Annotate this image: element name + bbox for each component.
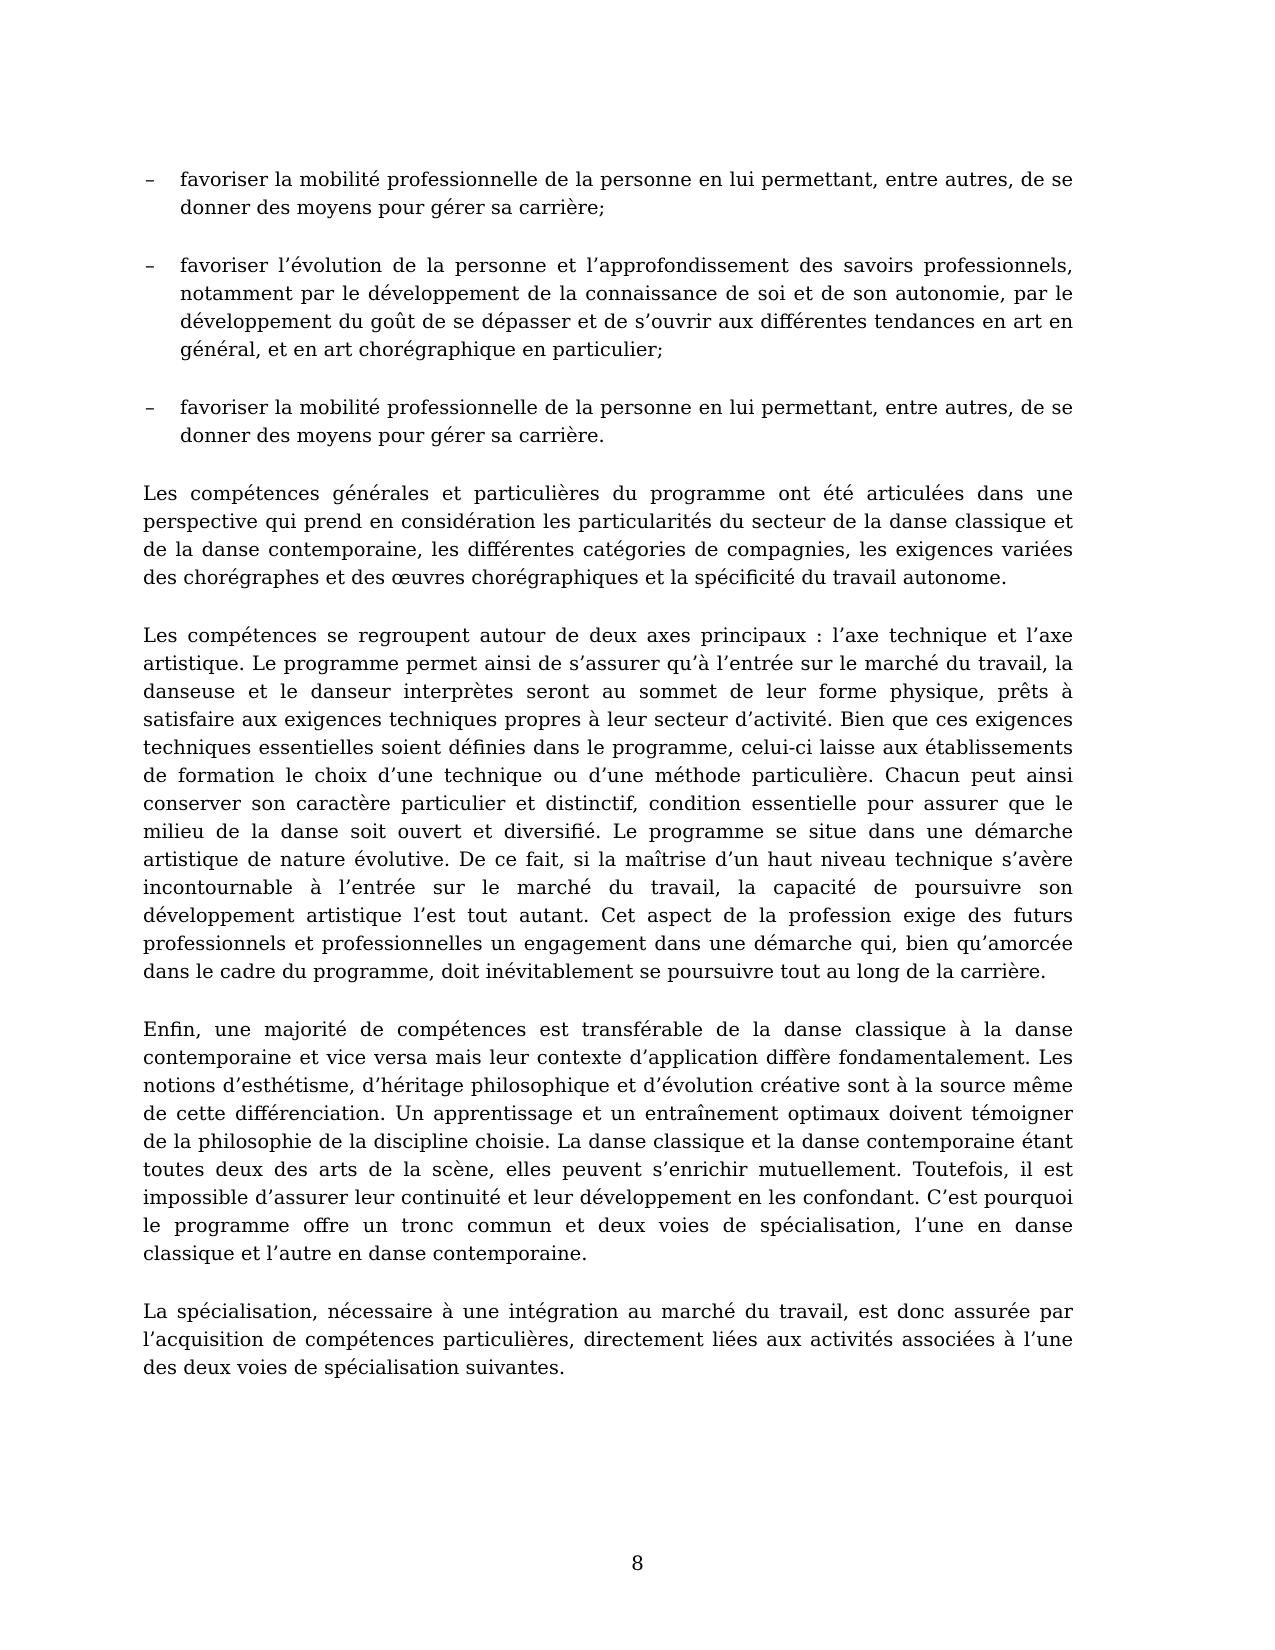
page-content — [143, 166, 1073, 1412]
dash-bullet-marker: – — [145, 254, 155, 277]
bullet-item — [143, 166, 1073, 222]
bullet-item — [143, 394, 1073, 450]
bullet-text: favoriser la mobilité professionnelle de la personne en lui permettant, entre autres, de se donner des moyens pour gérer sa carrière. — [180, 396, 1073, 447]
bullet-item — [143, 252, 1073, 364]
bullet-text: favoriser l’évolution de la personne et l’approfondissement des savoirs professionnels, notamment par le développement de la connaissance de soi et de son autonomie, par le développement du goût de se dépasser et de s’ouvrir aux différentes tendances en art en général, et en art chorégraphique en particulier; — [180, 254, 1073, 361]
bullet-text: favoriser la mobilité professionnelle de la personne en lui permettant, entre autres, de se donner des moyens pour gérer sa carrière; — [180, 168, 1073, 219]
paragraph: Les compétences se regroupent autour de deux axes principaux : l’axe technique et l’axe artistique. Le programme permet ainsi de s’assurer qu’à l’entrée sur le marché du travail, la danseuse et le danseur interprètes seront au sommet de leur forme physique, prêts à satisfaire aux exigences techniques propres à leur secteur d’activité. Bien que ces exigences techniques essentielles soient définies dans le programme, celui-ci laisse aux établissements de formation le choix d’une technique ou d’une méthode particulière. Chacun peut ainsi conserver son caractère particulier et distinctif, condition essentielle pour assurer que le milieu de la danse soit ouvert et diversifié. Le programme se situe dans une démarche artistique de nature évolutive. De ce fait, si la maîtrise d’un haut niveau technique s’avère incontournable à l’entrée sur le marché du travail, la capacité de poursuivre son développement artistique l’est tout autant. Cet aspect de la profession exige des futurs professionnels et professionnelles un engagement dans une démarche qui, bien qu’amorcée dans le cadre du programme, doit inévitablement se poursuivre tout au long de la carrière. — [143, 624, 1073, 983]
dash-bullet-marker: – — [145, 168, 155, 191]
page-number: 8 — [631, 1551, 644, 1575]
dash-bullet-marker: – — [145, 396, 155, 419]
paragraph: La spécialisation, nécessaire à une intégration au marché du travail, est donc assurée par l’acquisition de compétences particulières, directement liées aux activités associées à l’une des deux voies de spécialisation suivantes. — [143, 1300, 1073, 1379]
paragraph: Enfin, une majorité de compétences est transférable de la danse classique à la danse contemporaine et vice versa mais leur contexte d’application diffère fondamentalement. Les notions d’esthétisme, d’héritage philosophique et d’évolution créative sont à la source même de cette différenciation. Un apprentissage et un entraînement optimaux doivent témoigner de la philosophie de la discipline choisie. La danse classique et la danse contemporaine étant toutes deux des arts de la scène, elles peuvent s’enrichir mutuellement. Toutefois, il est impossible d’assurer leur continuité et leur développement en les confondant. C’est pourquoi le programme offre un tronc commun et deux voies de spécialisation, l’une en danse classique et l’autre en danse contemporaine. — [143, 1018, 1073, 1265]
paragraph: Les compétences générales et particulières du programme ont été articulées dans une perspective qui prend en considération les particularités du secteur de la danse classique et de la danse contemporaine, les différentes catégories de compagnies, les exigences variées des chorégraphes et des œuvres chorégraphiques et la spécificité du travail autonome. — [143, 482, 1073, 589]
